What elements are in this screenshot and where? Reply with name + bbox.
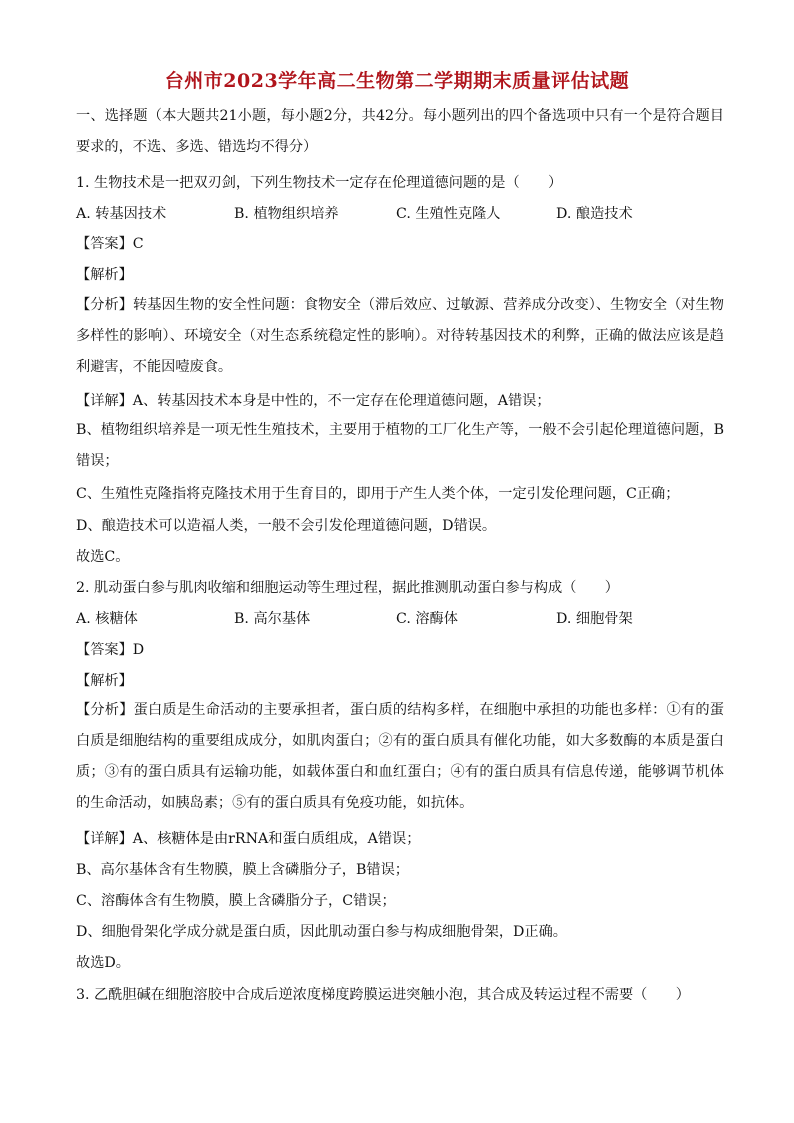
q1-detail-c: C、生殖性克隆指将克隆技术用于生育目的，即用于产生人类个体，一定引发伦理问题，C正确；: [76, 486, 680, 502]
q2-option-a: A. 核糖体: [76, 611, 138, 627]
q2-option-c: C. 溶酶体: [396, 611, 458, 627]
fenxi-label: 【分析】: [76, 297, 133, 313]
fenxi-text: 蛋白质是生命活动的主要承担者，蛋白质的结构多样，在细胞中承担的功能也多样：①有的蛋白质是细胞结构的重要组成成分，如肌肉蛋白；②有的蛋白质具有催化功能，如大多数酶的本质是蛋白质；③有的蛋白质具有运输功能，如载体蛋白和血红蛋白；④有的蛋白质具有信息传递，能够调节机体的生命活动，如胰岛素；⑤有的蛋白质具有免疫功能，如抗体。: [76, 702, 724, 811]
q2-answer: [76, 639, 724, 659]
q2-stem: 2. 肌动蛋白参与肌肉收缩和细胞运动等生理过程，据此推测肌动蛋白参与构成（ ）: [76, 580, 619, 596]
q1-conclusion: 故选C。: [76, 549, 130, 565]
q2-detail-c: C、溶酶体含有生物膜，膜上含磷脂分子，C错误；: [76, 893, 396, 909]
q1-detail-a: [76, 390, 724, 410]
answer-label: 【答案】: [76, 642, 133, 658]
q1-detail-d: D、酿造技术可以造福人类，一般不会引发伦理道德问题，D错误。: [76, 518, 497, 534]
q1-detail-b: B、植物组织培养是一项无性生殖技术，主要用于植物的工厂化生产等，一般不会引起伦理道德问题，B错误；: [76, 422, 724, 469]
detail-a-text: A、转基因技术本身是中性的，不一定存在伦理道德问题，A错误；: [132, 393, 551, 409]
q1-stem: 1. 生物技术是一把双刃剑，下列生物技术一定存在伦理道德问题的是（ ）: [76, 175, 563, 191]
xiangjie-label: 【详解】: [76, 393, 133, 409]
q2-detail-d: D、细胞骨架化学成分就是蛋白质，因此肌动蛋白参与构成细胞骨架，D正确。: [76, 924, 567, 940]
q2-option-b: B. 高尔基体: [234, 611, 311, 627]
xiangjie-label: 【详解】: [76, 831, 133, 847]
section-intro: 一、选择题（本大题共21小题，每小题2分，共42分。每小题列出的四个备选项中只有一个是符合题目要求的，不选、多选、错选均不得分）: [76, 108, 724, 155]
q3-stem: 3. 乙酰胆碱在细胞溶胶中合成后逆浓度梯度跨膜运进突触小泡，其合成及转运过程不需要（ ）: [76, 987, 690, 1003]
fenxi-text: 转基因生物的安全性问题：食物安全（滞后效应、过敏源、营养成分改变）、生物安全（对生物多样性的影响）、环境安全（对生态系统稳定性的影响）。对待转基因技术的利弊，正确的做法应该是趋利避害，不能因噎废食。: [76, 297, 724, 375]
answer-value: D: [132, 642, 145, 658]
q2-detail-b: B、高尔基体含有生物膜，膜上含磷脂分子，B错误；: [76, 862, 409, 878]
q1-option-c: C. 生殖性克隆人: [396, 206, 501, 222]
q2-fenxi: [76, 695, 724, 819]
q1-option-d: D. 酿造技术: [556, 206, 633, 222]
answer-label: 【答案】: [76, 236, 133, 252]
q1-answer: [76, 233, 724, 253]
q2-option-d: D. 细胞骨架: [556, 611, 633, 627]
q1-analysis-label: 【解析】: [76, 267, 133, 283]
q2-detail-a: [76, 828, 724, 848]
answer-value: C: [132, 236, 144, 252]
q2-conclusion: 故选D。: [76, 955, 130, 971]
q1-fenxi: [76, 290, 724, 383]
detail-a-text: A、核糖体是由rRNA和蛋白质组成，A错误；: [132, 831, 421, 847]
q2-analysis-label: 【解析】: [76, 673, 133, 689]
q1-option-b: B. 植物组织培养: [234, 206, 339, 222]
q1-option-a: A. 转基因技术: [76, 206, 167, 222]
fenxi-label: 【分析】: [76, 702, 134, 718]
page-title: 台州市2023学年高二生物第二学期期末质量评估试题: [164, 70, 630, 92]
